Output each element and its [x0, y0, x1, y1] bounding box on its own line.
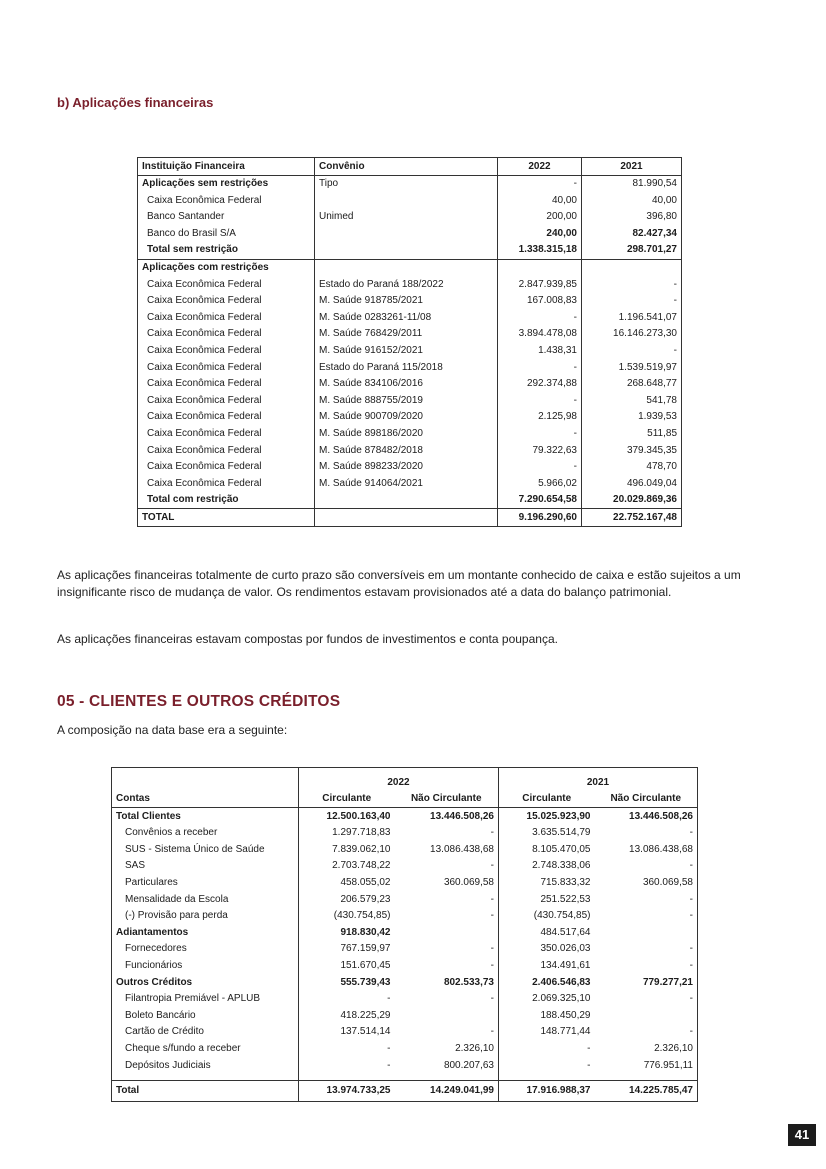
agreement-cell: Unimed — [315, 209, 498, 226]
current-2022-cell: 1.297.718,83 — [299, 825, 395, 842]
table-row — [138, 192, 682, 209]
account-label: Depósitos Judiciais — [125, 1059, 211, 1071]
value-2021-cell: 16.146.273,30 — [582, 326, 682, 343]
noncurrent-2021-cell: 360.069,58 — [642, 877, 693, 889]
noncurrent-2021-cell: - — [689, 960, 693, 972]
year-2022-header: 2022 — [299, 768, 499, 791]
value-2021-cell: 1.939,53 — [582, 409, 682, 426]
table-row — [112, 924, 698, 941]
noncurrent-2021-cell: - — [689, 1026, 693, 1038]
institution-cell: Banco Santander — [147, 211, 225, 223]
table-row — [112, 841, 698, 858]
institution-cell: Total com restrição — [138, 492, 315, 509]
agreement-cell: M. Saúde 878482/2018 — [315, 442, 498, 459]
noncurrent-2021-cell: 13.446.508,26 — [629, 810, 693, 822]
table-row — [112, 858, 698, 875]
account-label: Convênios a receber — [125, 827, 218, 839]
agreement-cell — [315, 509, 498, 527]
noncurrent-2022-cell: 802.533,73 — [443, 976, 494, 988]
table-row — [138, 209, 682, 226]
value-2022-cell: 1.438,31 — [498, 343, 582, 360]
institution-cell: Caixa Econômica Federal — [147, 444, 262, 456]
header-institution: Instituição Financeira — [138, 158, 315, 176]
current-2021-cell: 350.026,03 — [499, 941, 595, 958]
institution-cell: Caixa Econômica Federal — [147, 461, 262, 473]
table-row — [138, 225, 682, 242]
current-2022-cell: 2.703.748,22 — [299, 858, 395, 875]
current-2021-cell: 15.025.923,90 — [499, 808, 595, 825]
header-current-2022: Circulante — [299, 791, 395, 808]
value-2022-cell: 240,00 — [498, 225, 582, 242]
value-2022-cell: 2.847.939,85 — [498, 276, 582, 293]
paragraph-composition: As aplicações financeiras estavam compostas por fundos de investimentos e conta poupança. — [57, 632, 558, 646]
account-label: Filantropia Premiável - APLUB — [125, 993, 261, 1005]
table-header-row — [138, 158, 682, 176]
current-2021-cell: 134.491,61 — [499, 958, 595, 975]
current-2021-cell: 2.748.338,06 — [499, 858, 595, 875]
table-row — [138, 276, 682, 293]
value-2022-cell: 2.125,98 — [498, 409, 582, 426]
current-2021-cell: 8.105.470,05 — [499, 841, 595, 858]
table-row — [138, 343, 682, 360]
noncurrent-2022-cell — [395, 924, 499, 941]
institution-cell: Caixa Econômica Federal — [147, 311, 262, 323]
current-2022-cell: 458.055,02 — [299, 875, 395, 892]
current-2021-cell: (430.754,85) — [499, 908, 595, 925]
header-current-2021: Circulante — [499, 791, 595, 808]
account-label: Total Clientes — [116, 810, 181, 822]
current-2022-cell: 12.500.163,40 — [299, 808, 395, 825]
value-2021-cell: 1.539.519,97 — [582, 359, 682, 376]
value-2021-cell: - — [582, 343, 682, 360]
agreement-cell: M. Saúde 0283261-11/08 — [315, 309, 498, 326]
value-2021-cell: 396,80 — [582, 209, 682, 226]
value-2022-cell: - — [498, 175, 582, 192]
noncurrent-2021-cell: 13.086.438,68 — [629, 843, 693, 855]
current-2022-cell: 7.839.062,10 — [299, 841, 395, 858]
table-row — [112, 891, 698, 908]
current-2022-cell: 918.830,42 — [299, 924, 395, 941]
current-2022-cell: 555.739,43 — [299, 974, 395, 991]
noncurrent-2021-cell: - — [689, 827, 693, 839]
value-2022-cell: 292.374,88 — [498, 376, 582, 393]
value-2022-cell: 200,00 — [498, 209, 582, 226]
header-noncurrent-2021: Não Circulante — [595, 791, 698, 808]
noncurrent-2021-cell: - — [689, 860, 693, 872]
agreement-cell: Estado do Paraná 115/2018 — [315, 359, 498, 376]
noncurrent-2022-cell: - — [490, 860, 494, 872]
table-row — [112, 974, 698, 991]
page-number: 41 — [788, 1124, 816, 1146]
institution-cell: Caixa Econômica Federal — [147, 428, 262, 439]
total-noncurrent-2021-cell: 14.225.785,47 — [595, 1080, 698, 1102]
value-2021-cell: - — [582, 293, 682, 310]
table-row — [138, 309, 682, 326]
agreement-cell: Tipo — [315, 175, 498, 192]
section-05-intro: A composição na data base era a seguinte: — [57, 723, 288, 737]
agreement-cell — [315, 242, 498, 259]
current-2021-cell: 251.522,53 — [499, 891, 595, 908]
agreement-cell: M. Saúde 834106/2016 — [315, 376, 498, 393]
agreement-cell: M. Saúde 768429/2011 — [315, 326, 498, 343]
current-2022-cell: 767.159,97 — [299, 941, 395, 958]
account-label: Outros Créditos — [116, 976, 193, 988]
current-2021-cell: - — [499, 1057, 595, 1074]
agreement-cell: M. Saúde 898186/2020 — [315, 426, 498, 443]
year-header-row — [112, 768, 698, 791]
year-2021-header: 2021 — [499, 768, 698, 791]
noncurrent-2022-cell: 800.207,63 — [443, 1059, 494, 1071]
table-row — [112, 908, 698, 925]
table-row — [112, 991, 698, 1008]
value-2022-cell: 167.008,83 — [498, 293, 582, 310]
noncurrent-2022-cell: 13.446.508,26 — [430, 810, 494, 822]
value-2021-cell: 20.029.869,36 — [582, 492, 682, 509]
value-2021-cell: 1.196.541,07 — [582, 309, 682, 326]
value-2022-cell: 9.196.290,60 — [498, 509, 582, 527]
agreement-cell: M. Saúde 898233/2020 — [315, 459, 498, 476]
value-2022-cell: - — [498, 392, 582, 409]
current-2022-cell: (430.754,85) — [299, 908, 395, 925]
total-noncurrent-2022-cell: 14.249.041,99 — [395, 1080, 499, 1102]
current-2021-cell: - — [499, 1041, 595, 1058]
financial-applications-table — [137, 157, 682, 527]
noncurrent-2022-cell: - — [490, 893, 494, 905]
current-2021-cell: 484.517,64 — [499, 924, 595, 941]
value-2022-cell: 40,00 — [498, 192, 582, 209]
value-2022-cell: - — [498, 359, 582, 376]
header-noncurrent-2022: Não Circulante — [395, 791, 499, 808]
header-accounts: Contas — [112, 791, 299, 808]
noncurrent-2022-cell: - — [490, 910, 494, 922]
value-2022-cell: 79.322,63 — [498, 442, 582, 459]
value-2021-cell — [582, 259, 682, 276]
value-2022-cell: - — [498, 309, 582, 326]
current-2022-cell: - — [299, 1057, 395, 1074]
table-row — [138, 442, 682, 459]
noncurrent-2021-cell: 776.951,11 — [643, 1059, 693, 1071]
table-row — [138, 175, 682, 192]
agreement-cell: M. Saúde 888755/2019 — [315, 392, 498, 409]
total-label: Total — [112, 1080, 299, 1102]
institution-cell: Total sem restrição — [138, 242, 315, 259]
value-2021-cell: 82.427,34 — [582, 225, 682, 242]
account-label: Mensalidade da Escola — [125, 893, 229, 905]
clients-credits-table — [111, 767, 698, 1102]
current-2021-cell: 3.635.514,79 — [499, 825, 595, 842]
institution-cell: Caixa Econômica Federal — [147, 411, 262, 423]
section-b-title: b) Aplicações financeiras — [57, 95, 214, 110]
account-label: Cartão de Crédito — [125, 1026, 204, 1038]
account-label: SAS — [125, 860, 146, 872]
value-2021-cell: - — [582, 276, 682, 293]
noncurrent-2022-cell: - — [490, 827, 494, 839]
noncurrent-2022-cell — [395, 1007, 499, 1024]
value-2022-cell: 7.290.654,58 — [498, 492, 582, 509]
total-row — [112, 1080, 698, 1102]
current-2022-cell: 418.225,29 — [299, 1007, 395, 1024]
agreement-cell — [315, 192, 498, 209]
value-2021-cell: 40,00 — [582, 192, 682, 209]
agreement-cell: M. Saúde 916152/2021 — [315, 343, 498, 360]
agreement-cell: Estado do Paraná 188/2022 — [315, 276, 498, 293]
table-row — [138, 242, 682, 259]
institution-cell: Caixa Econômica Federal — [147, 278, 262, 290]
institution-cell: Aplicações sem restrições — [142, 178, 269, 190]
value-2021-cell: 268.648,77 — [582, 376, 682, 393]
column-header-row — [112, 791, 698, 808]
noncurrent-2021-cell — [595, 1007, 698, 1024]
table-row — [138, 426, 682, 443]
account-label: Cheque s/fundo a receber — [125, 1043, 241, 1054]
noncurrent-2022-cell: 2.326,10 — [455, 1043, 494, 1054]
value-2021-cell: 541,78 — [582, 392, 682, 409]
institution-cell: Caixa Econômica Federal — [147, 378, 262, 390]
section-05-title: 05 - CLIENTES E OUTROS CRÉDITOS — [57, 693, 341, 710]
table-row — [138, 392, 682, 409]
table-row — [138, 409, 682, 426]
noncurrent-2021-cell: 779.277,21 — [642, 976, 693, 988]
table-row — [112, 1041, 698, 1058]
header-agreement: Convênio — [315, 158, 498, 176]
institution-cell: Caixa Econômica Federal — [147, 361, 262, 373]
current-2022-cell: 137.514,14 — [299, 1024, 395, 1041]
table-row — [138, 293, 682, 310]
value-2021-cell: 496.049,04 — [582, 475, 682, 492]
value-2021-cell: 478,70 — [582, 459, 682, 476]
noncurrent-2022-cell: - — [490, 960, 494, 972]
noncurrent-2022-cell: - — [490, 1026, 494, 1038]
current-2021-cell: 188.450,29 — [499, 1007, 595, 1024]
current-2021-cell: 148.771,44 — [499, 1024, 595, 1041]
account-label: Particulares — [125, 877, 178, 889]
current-2022-cell: - — [299, 1041, 395, 1058]
agreement-cell: M. Saúde 900709/2020 — [315, 409, 498, 426]
account-label: Boleto Bancário — [125, 1009, 196, 1021]
value-2022-cell: 5.966,02 — [498, 475, 582, 492]
institution-cell: Caixa Econômica Federal — [147, 394, 262, 406]
account-label: (-) Provisão para perda — [125, 910, 228, 922]
table-row — [112, 958, 698, 975]
paragraph-short-term: As aplicações financeiras totalmente de curto prazo são conversíveis em um montante conhecido de caixa e estão sujeitos a um insignificante risco de mudança de valor. Os rendimentos estavam provisionados até a data do balanço patrimonial. — [57, 568, 741, 599]
agreement-cell — [315, 225, 498, 242]
header-2021: 2021 — [582, 158, 682, 176]
table-row — [112, 1007, 698, 1024]
agreement-cell — [315, 259, 498, 276]
current-2022-cell: 151.670,45 — [299, 958, 395, 975]
value-2022-cell: - — [498, 459, 582, 476]
noncurrent-2021-cell: 2.326,10 — [654, 1043, 693, 1054]
value-2021-cell: 298.701,27 — [582, 242, 682, 259]
institution-cell: Caixa Econômica Federal — [147, 477, 262, 489]
noncurrent-2022-cell: 360.069,58 — [443, 877, 494, 889]
institution-cell: Banco do Brasil S/A — [147, 227, 236, 239]
institution-cell: Aplicações com restrições — [142, 262, 269, 274]
value-2021-cell: 511,85 — [582, 426, 682, 443]
table-row — [138, 326, 682, 343]
table-row — [112, 825, 698, 842]
total-current-2022-cell: 13.974.733,25 — [299, 1080, 395, 1102]
table-row — [138, 475, 682, 492]
agreement-cell — [315, 492, 498, 509]
institution-cell: Caixa Econômica Federal — [147, 295, 262, 307]
table-row — [112, 1057, 698, 1074]
current-2022-cell: 206.579,23 — [299, 891, 395, 908]
noncurrent-2021-cell: - — [689, 943, 693, 955]
table-row — [138, 459, 682, 476]
institution-cell: Caixa Econômica Federal — [147, 194, 262, 206]
value-2022-cell: - — [498, 426, 582, 443]
noncurrent-2022-cell: 13.086.438,68 — [430, 843, 494, 855]
table-row — [112, 875, 698, 892]
account-label: Funcionários — [125, 960, 183, 972]
table-row — [138, 492, 682, 509]
account-label: Adiantamentos — [116, 926, 189, 938]
noncurrent-2021-cell — [595, 924, 698, 941]
value-2022-cell: 1.338.315,18 — [498, 242, 582, 259]
table-row — [112, 808, 698, 825]
header-2022: 2022 — [498, 158, 582, 176]
value-2021-cell: 379.345,35 — [582, 442, 682, 459]
table-row — [112, 941, 698, 958]
noncurrent-2021-cell: - — [689, 893, 693, 905]
value-2022-cell — [498, 259, 582, 276]
table-row — [138, 259, 682, 276]
agreement-cell: M. Saúde 914064/2021 — [315, 475, 498, 492]
institution-cell: Caixa Econômica Federal — [147, 328, 262, 340]
account-label: SUS - Sistema Único de Saúde — [125, 843, 265, 855]
table-row — [112, 1024, 698, 1041]
value-2022-cell: 3.894.478,08 — [498, 326, 582, 343]
agreement-cell: M. Saúde 918785/2021 — [315, 293, 498, 310]
institution-cell: TOTAL — [142, 511, 175, 523]
noncurrent-2022-cell: - — [490, 943, 494, 955]
value-2021-cell: 22.752.167,48 — [582, 509, 682, 527]
table-row — [138, 509, 682, 527]
noncurrent-2021-cell: - — [689, 910, 693, 922]
current-2021-cell: 715.833,32 — [499, 875, 595, 892]
current-2022-cell: - — [299, 991, 395, 1008]
total-current-2021-cell: 17.916.988,37 — [499, 1080, 595, 1102]
noncurrent-2022-cell: - — [490, 993, 494, 1005]
value-2021-cell: 81.990,54 — [582, 175, 682, 192]
table-row — [138, 359, 682, 376]
institution-cell: Caixa Econômica Federal — [147, 345, 262, 357]
current-2021-cell: 2.406.546,83 — [499, 974, 595, 991]
table-row — [138, 376, 682, 393]
noncurrent-2021-cell: - — [689, 993, 693, 1005]
current-2021-cell: 2.069.325,10 — [499, 991, 595, 1008]
account-label: Fornecedores — [125, 943, 187, 955]
